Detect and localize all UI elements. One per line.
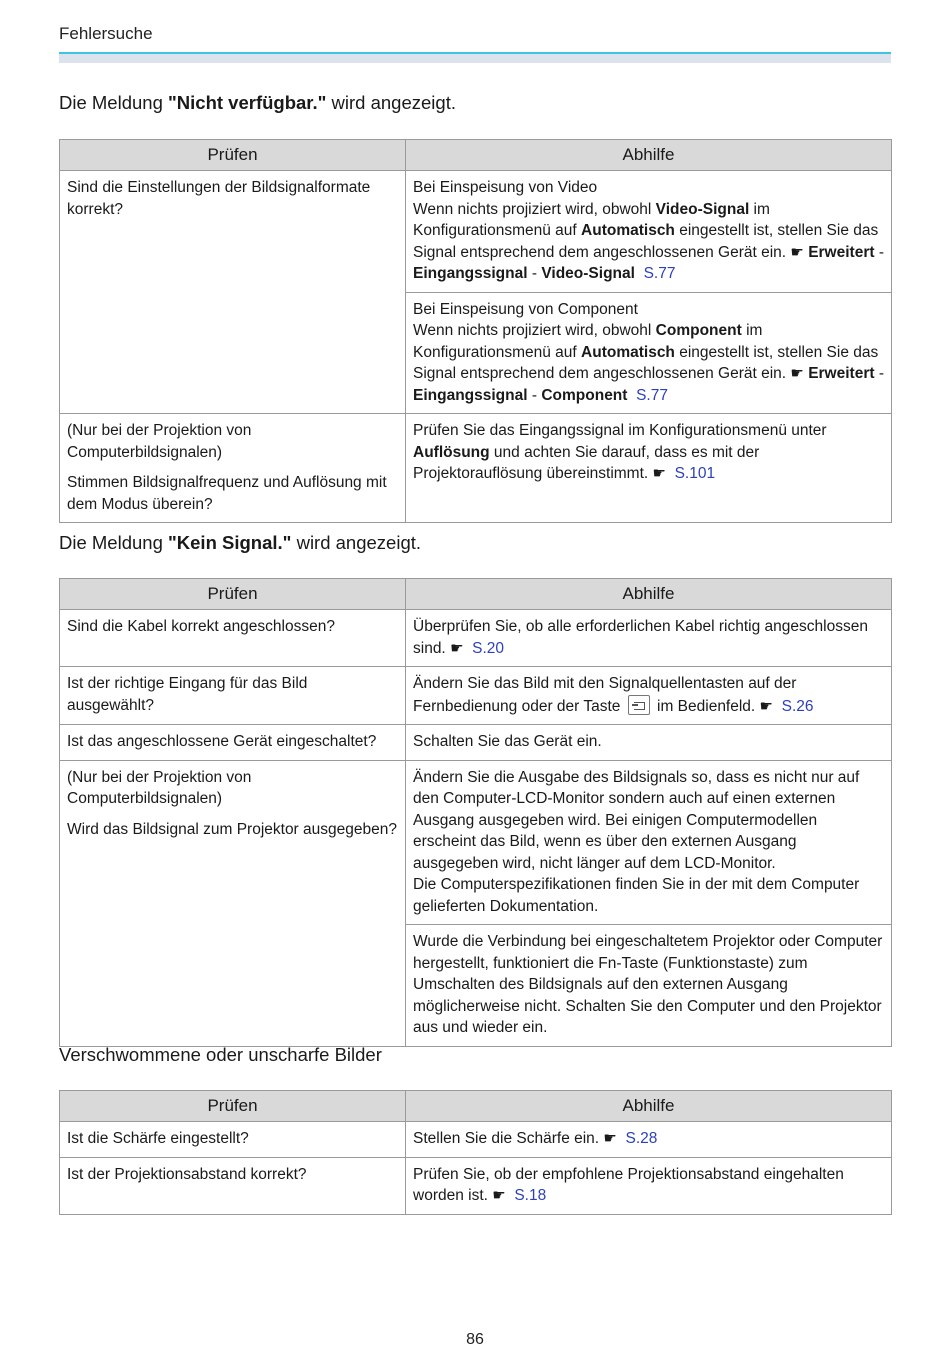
check-cell: Ist der Projektionsabstand korrekt?: [60, 1157, 406, 1214]
section-title-not-available: [59, 92, 456, 114]
source-search-key-icon: [628, 695, 650, 715]
fix-text: Wenn nichts projiziert wird, obwohl: [413, 322, 656, 339]
fix-text: eingestellt ist, stellen Sie das Signal entsprechend dem angeschlossenen Gerät ein.: [413, 343, 879, 382]
check-text: (Nur bei der Projektion von Computerbildsignalen): [67, 768, 252, 807]
page-reference-link[interactable]: S.77: [643, 265, 676, 282]
menu-term: Erweitert: [808, 365, 875, 382]
fix-cell: [406, 760, 892, 925]
check-text: (Nur bei der Projektion von Computerbildsignalen): [67, 422, 252, 461]
menu-term: Eingangssignal: [413, 265, 528, 282]
menu-separator: -: [527, 386, 542, 404]
fix-cell: Wurde die Verbindung bei eingeschaltetem Projektor oder Computer hergestellt, funktioniert die Fn-Taste (Funktionstaste) zum Umschalten des Bildsignals auf den externen Ausgang möglicherweise nicht. Schalten Sie den Computer und den Projektor aus und wieder ein.: [406, 925, 892, 1047]
fix-text: im Bedienfeld.: [652, 697, 760, 715]
fix-cell: [406, 414, 892, 523]
section-title-blurry: Verschwommene oder unscharfe Bilder: [59, 1044, 382, 1065]
menu-separator: -: [527, 265, 542, 282]
pointing-hand-icon: ☛: [790, 365, 804, 382]
fix-text: Ändern Sie die Ausgabe des Bildsignals so, dass es nicht nur auf den Computer-LCD-Monitor sondern auch auf einen externen Ausgang ausgegeben wird. Bei einigen Computermodellen erscheint das Bild, wenn es über den externen Ausgang ausgegeben wird, nicht länger auf dem LCD-Monitor.: [413, 768, 860, 872]
fix-text: Stellen Sie die Schärfe ein.: [413, 1130, 604, 1147]
fix-heading: Bei Einspeisung von Video: [413, 179, 598, 196]
menu-term: Video-Signal: [655, 200, 750, 218]
table-row: [60, 171, 892, 293]
page-reference-link[interactable]: S.20: [472, 639, 505, 657]
menu-separator: -: [874, 243, 884, 261]
check-cell: Sind die Kabel korrekt angeschlossen?: [60, 610, 406, 667]
menu-term: Automatisch: [581, 343, 675, 361]
section-title-text: wird angezeigt.: [291, 532, 422, 553]
page-reference-link[interactable]: S.28: [625, 1130, 658, 1147]
fix-cell: [406, 610, 892, 667]
fix-cell: Schalten Sie das Gerät ein.: [406, 725, 892, 761]
table-row: [60, 725, 892, 761]
pointing-hand-icon: ☛: [759, 697, 773, 715]
page-reference-link[interactable]: S.101: [674, 465, 716, 482]
section-title-text: wird angezeigt.: [326, 92, 456, 113]
menu-term: Component: [541, 386, 628, 404]
fix-text: im Konfigurationsmenü auf: [413, 322, 763, 361]
menu-term: Eingangssignal: [413, 386, 528, 404]
fix-cell: [406, 1122, 892, 1158]
check-cell: Ist der richtige Eingang für das Bild ausgewählt?: [60, 667, 406, 725]
fix-text: Überprüfen Sie, ob alle erforderlichen Kabel richtig angeschlossen sind.: [413, 618, 868, 657]
fix-cell: [406, 292, 892, 414]
table-row: [60, 1122, 892, 1158]
table-row: [60, 760, 892, 925]
pointing-hand-icon: ☛: [652, 465, 666, 482]
fix-cell: [406, 171, 892, 293]
menu-term: Auflösung: [413, 443, 490, 461]
fix-text: eingestellt ist, stellen Sie das Signal entsprechend dem angeschlossenen Gerät ein.: [413, 222, 879, 261]
section-title-text: Die Meldung: [59, 532, 169, 553]
page-reference-link[interactable]: S.18: [514, 1187, 547, 1204]
pointing-hand-icon: ☛: [603, 1130, 617, 1147]
table-row: [60, 1157, 892, 1214]
pointing-hand-icon: ☛: [450, 639, 464, 657]
fix-text: Prüfen Sie, ob der empfohlene Projektionsabstand eingehalten worden ist.: [413, 1165, 844, 1204]
column-header-fix: Abhilfe: [406, 579, 892, 610]
column-header-fix: Abhilfe: [406, 1091, 892, 1122]
fix-cell: [406, 667, 892, 725]
pointing-hand-icon: ☛: [790, 243, 804, 261]
table-blurry: [59, 1090, 892, 1215]
table-row: [60, 414, 892, 523]
check-cell: Ist das angeschlossene Gerät eingeschaltet?: [60, 725, 406, 761]
page-reference-link[interactable]: S.26: [781, 697, 814, 715]
section-title-no-signal: [59, 532, 421, 554]
check-cell: Ist die Schärfe eingestellt?: [60, 1122, 406, 1158]
section-title-text: Die Meldung: [59, 92, 169, 113]
page-reference-link[interactable]: S.77: [636, 386, 668, 404]
fix-text: Die Computerspezifikationen finden Sie in der mit dem Computer gelieferten Dokumentation.: [413, 876, 860, 915]
fix-text: und achten Sie darauf, dass es mit der Projektorauflösung übereinstimmt.: [413, 443, 760, 482]
fix-text: Ändern Sie das Bild mit den Signalquellentasten auf der Fernbedienung oder der Taste: [413, 675, 797, 715]
table-row: [60, 667, 892, 725]
section-title-bold: "Kein Signal.": [168, 532, 292, 553]
section-title-bold: "Nicht verfügbar.": [168, 92, 327, 113]
table-no-signal: [59, 578, 892, 1047]
fix-heading: Bei Einspeisung von Component: [413, 300, 638, 318]
menu-separator: -: [874, 365, 884, 382]
check-text: Wird das Bildsignal zum Projektor ausgegeben?: [67, 820, 397, 838]
check-cell: [60, 414, 406, 523]
menu-term: Video-Signal: [541, 265, 635, 282]
running-header: Fehlersuche: [59, 24, 153, 43]
column-header-check: Prüfen: [60, 1091, 406, 1122]
table-not-available: [59, 139, 892, 523]
page-number: 86: [466, 1331, 484, 1348]
fix-text: im Konfigurationsmenü auf: [413, 200, 770, 239]
table-row: [60, 610, 892, 667]
menu-term: Automatisch: [581, 222, 675, 239]
fix-text: Wenn nichts projiziert wird, obwohl: [413, 200, 656, 218]
menu-term: Component: [655, 322, 742, 339]
fix-cell: [406, 1157, 892, 1214]
menu-term: Erweitert: [808, 243, 875, 261]
header-rule: [59, 52, 891, 63]
check-text: Stimmen Bildsignalfrequenz und Auflösung mit dem Modus überein?: [67, 474, 387, 513]
check-cell: Sind die Einstellungen der Bildsignalformate korrekt?: [60, 171, 406, 414]
check-cell: [60, 760, 406, 1046]
column-header-fix: Abhilfe: [406, 140, 892, 171]
column-header-check: Prüfen: [60, 140, 406, 171]
fix-text: Prüfen Sie das Eingangssignal im Konfigurationsmenü unter: [413, 422, 827, 439]
pointing-hand-icon: ☛: [492, 1187, 506, 1204]
column-header-check: Prüfen: [60, 579, 406, 610]
